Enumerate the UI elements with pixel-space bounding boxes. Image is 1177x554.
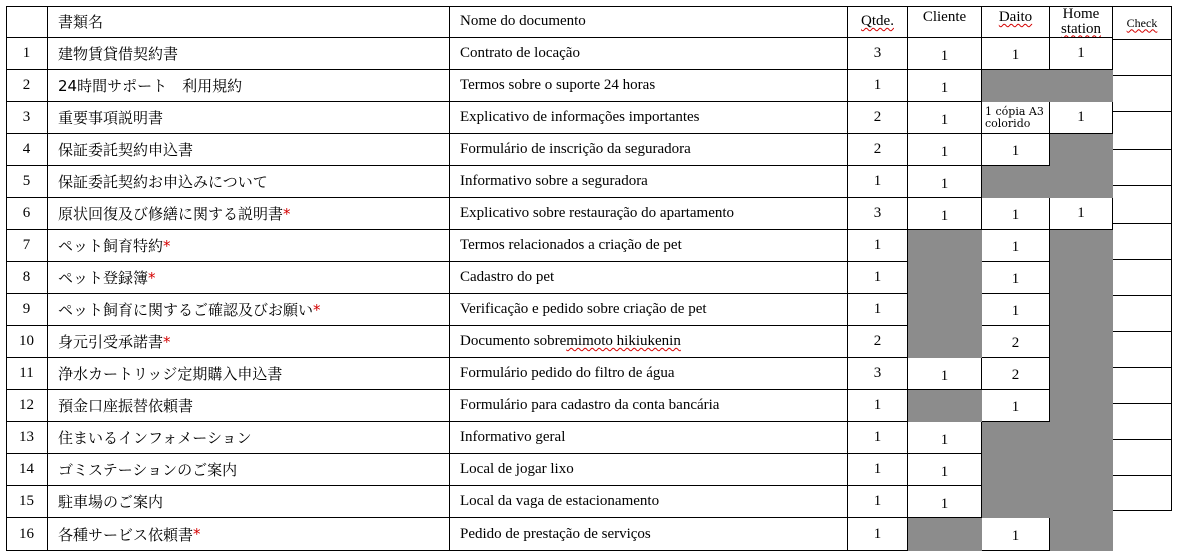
header-check-label: Check xyxy=(1126,15,1158,30)
row-number xyxy=(6,230,48,262)
header-doc-pt: Nome do documento xyxy=(450,6,848,38)
cliente-cell xyxy=(908,70,982,102)
doc-name-pt-text: Formulário para cadastro da conta bancária xyxy=(460,397,720,413)
doc-name-pt xyxy=(450,486,848,518)
home-station-cell xyxy=(1050,38,1113,70)
quantity-value: 1 xyxy=(873,493,882,509)
daito-value: 2 xyxy=(1011,367,1020,383)
quantity-value: 1 xyxy=(873,525,882,542)
required-mark: * xyxy=(283,204,291,223)
doc-name-jp xyxy=(48,102,450,134)
quantity-value: 1 xyxy=(873,397,882,413)
quantity-cell xyxy=(848,486,908,518)
doc-name-jp-text: 駐車場のご案内 xyxy=(58,493,164,511)
doc-name-pt xyxy=(450,326,848,358)
daito-cell xyxy=(982,358,1050,390)
doc-name-jp xyxy=(48,294,450,326)
check-box[interactable] xyxy=(1113,186,1172,224)
doc-name-pt xyxy=(450,294,848,326)
doc-name-jp-text: ゴミステーションのご案内 xyxy=(58,461,238,479)
row-number-text: 16 xyxy=(19,525,34,542)
check-box[interactable] xyxy=(1113,150,1172,186)
check-box[interactable] xyxy=(1113,112,1172,150)
check-box[interactable] xyxy=(1113,260,1172,296)
required-mark: * xyxy=(163,332,171,351)
doc-name-pt-text: Explicativo de informações importantes xyxy=(460,109,700,125)
daito-value: 1 xyxy=(1011,207,1020,223)
row-number-text: 7 xyxy=(22,237,31,253)
daito-cell xyxy=(982,70,1050,102)
cliente-value: 1 xyxy=(940,112,949,128)
row-number-text: 5 xyxy=(22,173,31,189)
doc-name-pt xyxy=(450,134,848,166)
quantity-cell xyxy=(848,38,908,70)
doc-name-jp xyxy=(48,326,450,358)
quantity-cell xyxy=(848,358,908,390)
quantity-value: 1 xyxy=(873,237,882,253)
cliente-value: 1 xyxy=(940,144,949,160)
quantity-cell xyxy=(848,518,908,551)
doc-name-pt xyxy=(450,262,848,294)
doc-name-jp-text: 保証委託契約申込書 xyxy=(58,141,194,159)
doc-name-pt xyxy=(450,518,848,551)
quantity-value: 3 xyxy=(873,205,882,221)
quantity-value: 3 xyxy=(873,45,882,61)
home-station-cell xyxy=(1050,486,1113,518)
row-number-text: 2 xyxy=(22,77,31,93)
quantity-cell xyxy=(848,230,908,262)
required-mark: * xyxy=(193,525,201,543)
doc-name-jp-text: 保証委託契約お申込みについて xyxy=(58,173,268,191)
row-number xyxy=(6,358,48,390)
check-box[interactable] xyxy=(1113,76,1172,112)
cliente-value: 1 xyxy=(940,432,949,448)
home-station-cell xyxy=(1050,102,1113,134)
doc-name-jp-text: ペット飼育特約 xyxy=(58,237,164,255)
home-station-cell xyxy=(1050,230,1113,262)
doc-name-pt xyxy=(450,230,848,262)
row-number-text: 13 xyxy=(19,429,34,445)
doc-name-jp-text: 重要事項説明書 xyxy=(58,109,164,127)
quantity-cell xyxy=(848,422,908,454)
daito-cell xyxy=(982,518,1050,551)
check-box[interactable] xyxy=(1113,404,1172,440)
home-station-cell xyxy=(1050,326,1113,358)
cliente-cell xyxy=(908,358,982,390)
row-number xyxy=(6,198,48,230)
row-number xyxy=(6,134,48,166)
cliente-cell xyxy=(908,486,982,518)
quantity-cell xyxy=(848,454,908,486)
cliente-value: 1 xyxy=(940,464,949,480)
doc-name-jp-text: ペット飼育に関するご確認及びお願い xyxy=(58,301,314,319)
cliente-cell xyxy=(908,326,982,358)
daito-value: 1 xyxy=(1011,47,1020,63)
home-station-value: 1 xyxy=(1077,45,1085,61)
check-box[interactable] xyxy=(1113,440,1172,476)
header-home-station xyxy=(1050,6,1113,38)
cliente-cell xyxy=(908,102,982,134)
row-number xyxy=(6,518,48,551)
daito-value: 1 xyxy=(1011,143,1020,159)
doc-name-pt-text: Formulário pedido do filtro de água xyxy=(460,365,675,381)
doc-name-pt-term: mimoto hikiukenin xyxy=(566,333,681,349)
cliente-cell xyxy=(908,38,982,70)
daito-value: 1 xyxy=(1011,399,1020,415)
doc-name-pt xyxy=(450,166,848,198)
row-number xyxy=(6,454,48,486)
home-station-cell xyxy=(1050,70,1113,102)
home-station-cell xyxy=(1050,134,1113,166)
doc-name-pt-text: Documento sobre xyxy=(460,333,567,349)
daito-cell xyxy=(982,102,1050,134)
doc-name-pt xyxy=(450,102,848,134)
row-number xyxy=(6,390,48,422)
home-station-value: 1 xyxy=(1077,109,1085,125)
cliente-value: 1 xyxy=(940,80,949,96)
row-number xyxy=(6,70,48,102)
doc-name-pt-text: Verificação e pedido sobre criação de pet xyxy=(460,301,707,317)
header-number xyxy=(6,6,48,38)
cliente-cell xyxy=(908,198,982,230)
row-number xyxy=(6,262,48,294)
cliente-cell xyxy=(908,454,982,486)
doc-name-pt-text: Local da vaga de estacionamento xyxy=(460,493,660,509)
doc-name-pt xyxy=(450,454,848,486)
daito-value: 1 cópia A3 colorido xyxy=(985,104,1044,130)
quantity-cell xyxy=(848,166,908,198)
row-number xyxy=(6,102,48,134)
row-number xyxy=(6,38,48,70)
quantity-cell xyxy=(848,70,908,102)
doc-name-pt-text: Formulário de inscrição da seguradora xyxy=(460,141,691,157)
quantity-cell xyxy=(848,134,908,166)
header-quantity xyxy=(848,6,908,38)
row-number-text: 3 xyxy=(22,109,31,125)
doc-name-pt-text: Termos sobre o suporte 24 horas xyxy=(460,77,656,93)
doc-name-jp xyxy=(48,390,450,422)
cliente-cell xyxy=(908,230,982,262)
required-mark: * xyxy=(313,300,321,319)
cliente-cell xyxy=(908,422,982,454)
doc-name-pt xyxy=(450,422,848,454)
row-number xyxy=(6,486,48,518)
row-number-text: 12 xyxy=(19,397,34,413)
cliente-cell xyxy=(908,518,982,551)
doc-name-pt-text: Contrato de locação xyxy=(460,45,580,61)
cliente-value: 1 xyxy=(940,368,949,384)
doc-name-pt xyxy=(450,390,848,422)
doc-name-pt xyxy=(450,358,848,390)
cliente-cell xyxy=(908,134,982,166)
check-box[interactable] xyxy=(1113,368,1172,404)
required-mark: * xyxy=(148,268,156,287)
required-mark: * xyxy=(163,236,171,255)
header-check xyxy=(1113,6,1172,40)
quantity-value: 2 xyxy=(873,333,882,349)
home-station-cell xyxy=(1050,294,1113,326)
quantity-value: 1 xyxy=(873,77,882,93)
doc-name-jp xyxy=(48,262,450,294)
row-number xyxy=(6,326,48,358)
doc-name-jp-text: 浄水カートリッジ定期購入申込書 xyxy=(58,365,283,383)
row-number-text: 9 xyxy=(22,301,31,317)
daito-cell xyxy=(982,134,1050,166)
cliente-cell xyxy=(908,166,982,198)
row-number-text: 8 xyxy=(22,269,31,285)
doc-name-jp-text: 住まいるインフォメーション xyxy=(58,429,252,447)
doc-name-pt xyxy=(450,198,848,230)
cliente-value: 1 xyxy=(940,208,949,224)
doc-name-jp xyxy=(48,518,450,551)
check-box[interactable] xyxy=(1113,296,1172,332)
header-quantity-label: Qtde. xyxy=(861,13,894,29)
doc-name-pt xyxy=(450,70,848,102)
daito-cell xyxy=(982,294,1050,326)
home-station-cell xyxy=(1050,454,1113,486)
cliente-value: 1 xyxy=(940,496,949,512)
doc-name-pt xyxy=(450,38,848,70)
check-box[interactable] xyxy=(1113,332,1172,368)
row-number-text: 15 xyxy=(19,493,34,509)
doc-name-jp-text: 建物賃貸借契約書 xyxy=(58,45,179,63)
header-daito xyxy=(982,6,1050,38)
doc-name-pt-text: Informativo geral xyxy=(460,429,566,445)
home-station-cell xyxy=(1050,198,1113,230)
cliente-cell xyxy=(908,390,982,422)
daito-cell xyxy=(982,486,1050,518)
daito-cell xyxy=(982,38,1050,70)
quantity-cell xyxy=(848,262,908,294)
daito-cell xyxy=(982,262,1050,294)
doc-name-pt-text: Pedido de prestação de serviços xyxy=(460,525,651,542)
daito-cell xyxy=(982,326,1050,358)
daito-value: 1 xyxy=(1011,271,1020,287)
doc-name-jp xyxy=(48,454,450,486)
daito-cell xyxy=(982,454,1050,486)
quantity-cell xyxy=(848,326,908,358)
doc-name-jp-text: 各種サービス依頼書 xyxy=(58,525,194,544)
doc-name-jp xyxy=(48,358,450,390)
row-number-text: 1 xyxy=(22,45,31,61)
row-number xyxy=(6,422,48,454)
daito-value: 1 xyxy=(1011,239,1020,255)
home-station-cell xyxy=(1050,390,1113,422)
header-daito-label: Daito xyxy=(998,9,1033,25)
doc-name-jp-text: 預金口座振替依頼書 xyxy=(58,397,194,415)
daito-value: 1 xyxy=(1011,527,1020,544)
check-box[interactable] xyxy=(1113,476,1172,511)
row-number-text: 6 xyxy=(22,205,31,221)
row-number-text: 10 xyxy=(19,333,34,349)
quantity-value: 1 xyxy=(873,429,882,445)
quantity-value: 3 xyxy=(873,365,882,381)
doc-name-pt-text: Informativo sobre a seguradora xyxy=(460,173,648,189)
doc-name-jp xyxy=(48,198,450,230)
doc-name-jp xyxy=(48,422,450,454)
header-home-line1: Home xyxy=(1062,6,1100,22)
doc-name-jp xyxy=(48,486,450,518)
row-number-text: 4 xyxy=(22,141,31,157)
quantity-cell xyxy=(848,294,908,326)
daito-value: 2 xyxy=(1011,335,1020,351)
doc-name-jp-text: 24時間サポート 利用規約 xyxy=(58,77,243,95)
doc-name-jp xyxy=(48,230,450,262)
quantity-value: 1 xyxy=(873,173,882,189)
cliente-value: 1 xyxy=(940,176,949,192)
daito-cell xyxy=(982,230,1050,262)
home-station-cell xyxy=(1050,422,1113,454)
cliente-cell xyxy=(908,262,982,294)
doc-name-jp xyxy=(48,134,450,166)
cliente-cell xyxy=(908,294,982,326)
doc-name-pt-text: Termos relacionados a criação de pet xyxy=(460,237,682,253)
doc-name-jp xyxy=(48,70,450,102)
quantity-value: 1 xyxy=(873,269,882,285)
daito-value: 1 xyxy=(1011,303,1020,319)
daito-cell xyxy=(982,422,1050,454)
doc-name-pt-text: Local de jogar lixo xyxy=(460,461,574,477)
daito-cell xyxy=(982,390,1050,422)
quantity-value: 2 xyxy=(873,109,882,125)
home-station-cell xyxy=(1050,518,1113,551)
home-station-cell xyxy=(1050,166,1113,198)
doc-name-jp-text: ペット登録簿 xyxy=(58,269,149,287)
doc-name-jp xyxy=(48,166,450,198)
quantity-cell xyxy=(848,390,908,422)
quantity-value: 1 xyxy=(873,461,882,477)
daito-cell xyxy=(982,198,1050,230)
quantity-cell xyxy=(848,102,908,134)
header-cliente: Cliente xyxy=(908,6,982,38)
doc-name-jp-text: 身元引受承諾書 xyxy=(58,333,164,351)
doc-name-jp-text: 原状回復及び修繕に関する説明書 xyxy=(58,205,284,223)
check-box[interactable] xyxy=(1113,224,1172,260)
row-number xyxy=(6,166,48,198)
row-number-text: 14 xyxy=(19,461,34,477)
header-home-line2: station xyxy=(1061,20,1101,37)
quantity-cell xyxy=(848,198,908,230)
home-station-value: 1 xyxy=(1077,205,1085,221)
cliente-value: 1 xyxy=(940,48,949,64)
doc-name-pt-text: Explicativo sobre restauração do apartamento xyxy=(460,205,735,221)
check-box[interactable] xyxy=(1113,40,1172,76)
doc-name-pt-text: Cadastro do pet xyxy=(460,269,555,285)
home-station-cell xyxy=(1050,262,1113,294)
doc-name-jp xyxy=(48,38,450,70)
home-station-cell xyxy=(1050,358,1113,390)
daito-cell xyxy=(982,166,1050,198)
row-number-text: 11 xyxy=(19,365,34,381)
quantity-value: 1 xyxy=(873,301,882,317)
header-doc-jp: 書類名 xyxy=(48,6,450,38)
quantity-value: 2 xyxy=(873,141,882,157)
row-number xyxy=(6,294,48,326)
